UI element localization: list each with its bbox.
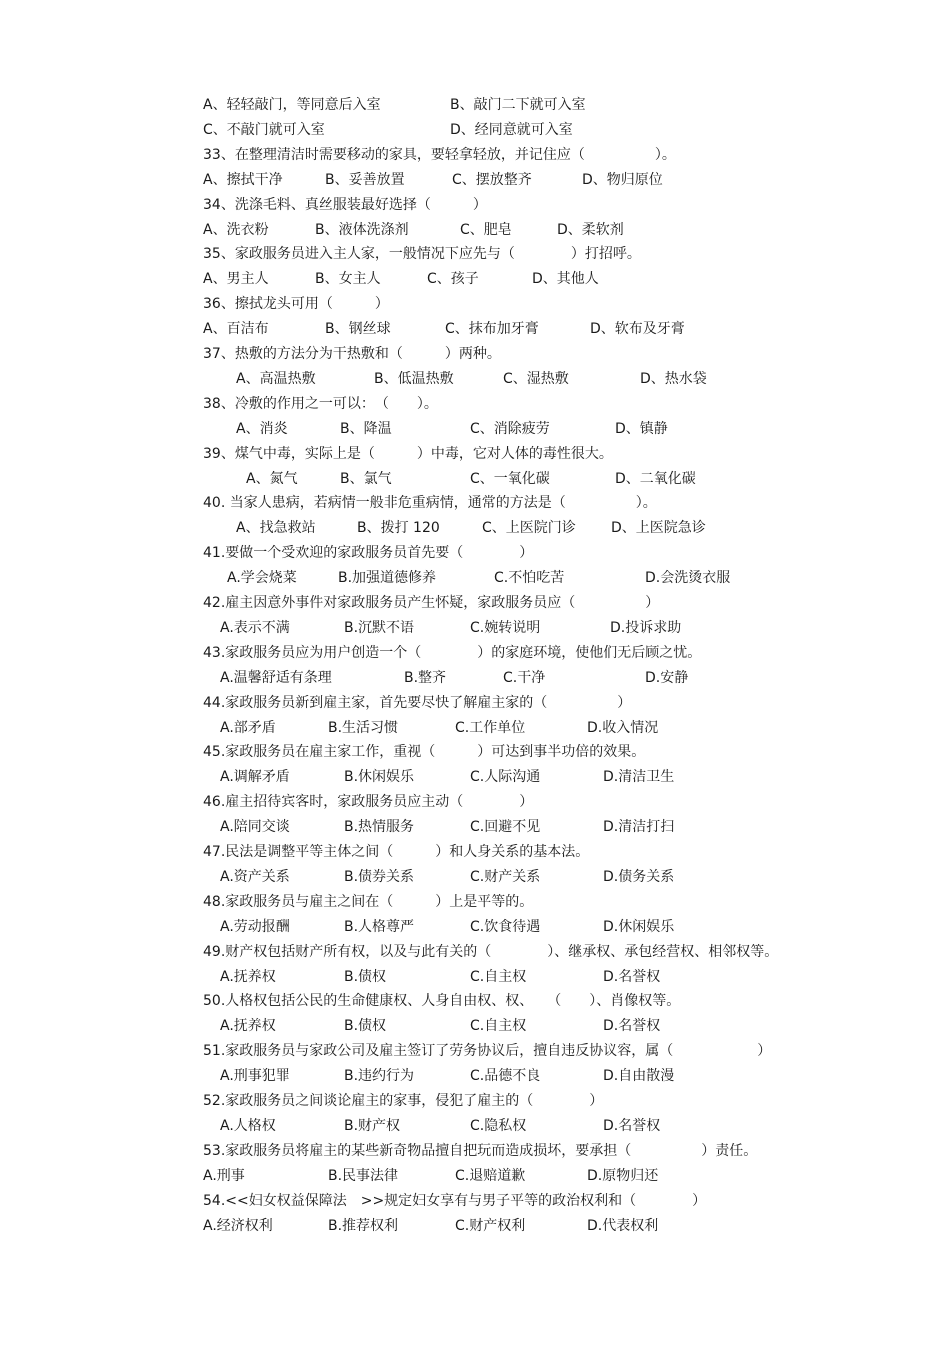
question-text: 44.家政服务员新到雇主家，首先要尽快了解雇主家的（ ）: [203, 695, 632, 711]
answer-option: B、降温: [340, 421, 392, 437]
question-line: [0, 743, 950, 761]
question-text: 54.<<妇女权益保障法 >>规定妇女享有与男子平等的政治权利和（ ）: [203, 1193, 707, 1209]
question-text: 41.要做一个受欢迎的家政服务员首先要（ ）: [203, 545, 534, 561]
answer-option: A.陪同交谈: [220, 819, 290, 835]
question-line: [0, 295, 950, 313]
answer-option: C.退赔道歉: [455, 1168, 526, 1184]
options-line: [0, 569, 950, 587]
options-line: [0, 619, 950, 637]
question-line: [0, 345, 950, 363]
answer-option: B.热情服务: [344, 819, 415, 835]
answer-option: D.债务关系: [603, 869, 675, 885]
answer-option: D、二氧化碳: [615, 471, 696, 487]
answer-option: B.整齐: [404, 670, 447, 686]
options-line: [0, 818, 950, 836]
answer-option: D.名誉权: [603, 1118, 661, 1134]
question-text: 36、擦拭龙头可用（ ）: [203, 296, 389, 312]
options-line: [0, 370, 950, 388]
options-line: [0, 868, 950, 886]
options-line: [0, 121, 950, 139]
question-line: [0, 494, 950, 512]
question-line: [0, 893, 950, 911]
options-line: [0, 96, 950, 114]
question-text: 37、热敷的方法分为干热敷和（ ）两种。: [203, 346, 501, 362]
options-line: [0, 221, 950, 239]
question-text: 49.财产权包括财产所有权，以及与此有关的（ ）、继承权、承包经营权、相邻权等。: [203, 944, 779, 960]
answer-option: A、轻轻敲门，等同意后入室: [203, 97, 381, 113]
answer-option: D.自由散漫: [603, 1068, 675, 1084]
question-line: [0, 1092, 950, 1110]
answer-option: C、抹布加牙膏: [445, 321, 539, 337]
answer-option: D、镇静: [615, 421, 668, 437]
options-line: [0, 768, 950, 786]
options-line: [0, 1117, 950, 1135]
options-line: [0, 470, 950, 488]
answer-option: D.会洗烫衣服: [645, 570, 731, 586]
answer-option: A.部矛盾: [220, 720, 276, 736]
answer-option: C、湿热敷: [503, 371, 569, 387]
answer-option: B.违约行为: [344, 1068, 415, 1084]
answer-option: A、消炎: [236, 421, 288, 437]
answer-option: A.劳动报酬: [220, 919, 290, 935]
answer-option: A.表示不满: [220, 620, 290, 636]
question-text: 33、在整理清洁时需要移动的家具，要轻拿轻放，并记住应（ ）。: [203, 147, 676, 163]
answer-option: D、上医院急诊: [611, 520, 706, 536]
question-text: 38、冷敷的作用之一可以： （ ）。: [203, 396, 438, 412]
question-text: 51.家政服务员与家政公司及雇主签订了劳务协议后，擅自违反协议容，属（ ）: [203, 1043, 772, 1059]
answer-option: B.生活习惯: [328, 720, 399, 736]
answer-option: C.财产关系: [470, 869, 541, 885]
question-line: [0, 843, 950, 861]
answer-option: A、氮气: [246, 471, 298, 487]
answer-option: D.收入情况: [587, 720, 659, 736]
question-text: 45.家政服务员在雇主家工作，重视（ ）可达到事半功倍的效果。: [203, 744, 646, 760]
answer-option: D.投诉求助: [610, 620, 682, 636]
answer-option: C.婉转说明: [470, 620, 541, 636]
question-line: [0, 793, 950, 811]
answer-option: B、拨打 120: [357, 520, 440, 536]
options-line: [0, 519, 950, 537]
question-line: [0, 245, 950, 263]
answer-option: A.抚养权: [220, 1018, 276, 1034]
answer-option: A.调解矛盾: [220, 769, 290, 785]
answer-option: A.刑事: [203, 1168, 245, 1184]
answer-option: C.品德不良: [470, 1068, 541, 1084]
answer-option: D、热水袋: [640, 371, 707, 387]
answer-option: A、洗衣粉: [203, 222, 269, 238]
answer-option: C.饮食待遇: [470, 919, 541, 935]
options-line: [0, 270, 950, 288]
options-line: [0, 320, 950, 338]
question-text: 50.人格权包括公民的生命健康权、人身自由权、权、 （ ）、肖像权等。: [203, 993, 681, 1009]
answer-option: A、高温热敷: [236, 371, 316, 387]
question-line: [0, 196, 950, 214]
answer-option: C.回避不见: [470, 819, 541, 835]
answer-option: D、柔软剂: [557, 222, 624, 238]
question-line: [0, 594, 950, 612]
answer-option: A、找急救站: [236, 520, 316, 536]
answer-option: C.不怕吃苦: [494, 570, 565, 586]
question-line: [0, 694, 950, 712]
answer-option: A.人格权: [220, 1118, 276, 1134]
options-line: [0, 1217, 950, 1235]
options-line: [0, 719, 950, 737]
answer-option: A、男主人: [203, 271, 269, 287]
question-text: 43.家政服务员应为用户创造一个（ ）的家庭环境，使他们无后顾之忧。: [203, 645, 702, 661]
question-text: 34、洗涤毛料、真丝服装最好选择（ ）: [203, 197, 487, 213]
answer-option: B.财产权: [344, 1118, 401, 1134]
answer-option: C.自主权: [470, 969, 527, 985]
question-text: 42.雇主因意外事件对家政服务员产生怀疑，家政服务员应（ ）: [203, 595, 660, 611]
answer-option: C、孩子: [427, 271, 479, 287]
answer-option: B.休闲娱乐: [344, 769, 415, 785]
options-line: [0, 968, 950, 986]
answer-option: B.债券关系: [344, 869, 415, 885]
answer-option: B.债权: [344, 1018, 387, 1034]
answer-option: B.民事法律: [328, 1168, 399, 1184]
answer-option: B.债权: [344, 969, 387, 985]
options-line: [0, 1017, 950, 1035]
answer-option: D.名誉权: [603, 1018, 661, 1034]
answer-option: C.隐私权: [470, 1118, 527, 1134]
question-text: 35、家政服务员进入主人家，一般情况下应先与（ ）打招呼。: [203, 246, 641, 262]
answer-option: C、消除疲劳: [470, 421, 550, 437]
question-line: [0, 1192, 950, 1210]
answer-option: D.清洁打扫: [603, 819, 675, 835]
answer-option: B、液体洗涤剂: [315, 222, 409, 238]
answer-option: D、物归原位: [582, 172, 663, 188]
answer-option: B.加强道德修养: [338, 570, 437, 586]
answer-option: B、氯气: [340, 471, 392, 487]
question-line: [0, 544, 950, 562]
answer-option: B、低温热敷: [374, 371, 454, 387]
answer-option: C.自主权: [470, 1018, 527, 1034]
question-text: 48.家政服务员与雇主之间在（ ）上是平等的。: [203, 894, 534, 910]
answer-option: C.财产权利: [455, 1218, 526, 1234]
answer-option: D.清洁卫生: [603, 769, 675, 785]
answer-option: B、女主人: [315, 271, 381, 287]
answer-option: D、经同意就可入室: [450, 122, 573, 138]
answer-option: A、百洁布: [203, 321, 269, 337]
question-text: 39、煤气中毒，实际上是（ ）中毒，它对人体的毒性很大。: [203, 446, 613, 462]
question-text: 52.家政服务员之间谈论雇主的家事，侵犯了雇主的（ ）: [203, 1093, 604, 1109]
question-line: [0, 1042, 950, 1060]
options-line: [0, 420, 950, 438]
answer-option: C.工作单位: [455, 720, 526, 736]
answer-option: A.学会烧菜: [227, 570, 297, 586]
question-line: [0, 445, 950, 463]
answer-option: D、软布及牙膏: [590, 321, 685, 337]
options-line: [0, 171, 950, 189]
answer-option: B.推荐权利: [328, 1218, 399, 1234]
answer-option: D.原物归还: [587, 1168, 659, 1184]
answer-option: C、上医院门诊: [482, 520, 576, 536]
options-line: [0, 669, 950, 687]
answer-option: C.干净: [503, 670, 546, 686]
answer-option: A.经济权利: [203, 1218, 273, 1234]
answer-option: D、其他人: [532, 271, 599, 287]
answer-option: B.人格尊严: [344, 919, 415, 935]
answer-option: B、钢丝球: [325, 321, 391, 337]
answer-option: B、妥善放置: [325, 172, 405, 188]
answer-option: A、擦拭干净: [203, 172, 283, 188]
question-text: 46.雇主招待宾客时，家政服务员应主动（ ）: [203, 794, 534, 810]
answer-option: D.休闲娱乐: [603, 919, 675, 935]
options-line: [0, 1067, 950, 1085]
answer-option: C、一氧化碳: [470, 471, 550, 487]
question-line: [0, 146, 950, 164]
options-line: [0, 1167, 950, 1185]
question-text: 40. 当家人患病，若病情一般非危重病情，通常的方法是（ ）。: [203, 495, 657, 511]
answer-option: A.抚养权: [220, 969, 276, 985]
answer-option: A.资产关系: [220, 869, 290, 885]
answer-option: C.人际沟通: [470, 769, 541, 785]
question-text: 53.家政服务员将雇主的某些新奇物品擅自把玩而造成损坏，要承担（ ）责任。: [203, 1143, 758, 1159]
answer-option: D.代表权利: [587, 1218, 659, 1234]
answer-option: D.安静: [645, 670, 689, 686]
question-text: 47.民法是调整平等主体之间（ ）和人身关系的基本法。: [203, 844, 590, 860]
answer-option: A.温馨舒适有条理: [220, 670, 332, 686]
question-line: [0, 1142, 950, 1160]
answer-option: C、摆放整齐: [452, 172, 532, 188]
options-line: [0, 918, 950, 936]
answer-option: C、肥皂: [460, 222, 512, 238]
question-line: [0, 992, 950, 1010]
answer-option: C、不敲门就可入室: [203, 122, 325, 138]
question-line: [0, 644, 950, 662]
answer-option: B.沉默不语: [344, 620, 415, 636]
question-line: [0, 943, 950, 961]
answer-option: A.刑事犯罪: [220, 1068, 290, 1084]
answer-option: B、敲门二下就可入室: [450, 97, 586, 113]
answer-option: D.名誉权: [603, 969, 661, 985]
question-line: [0, 395, 950, 413]
